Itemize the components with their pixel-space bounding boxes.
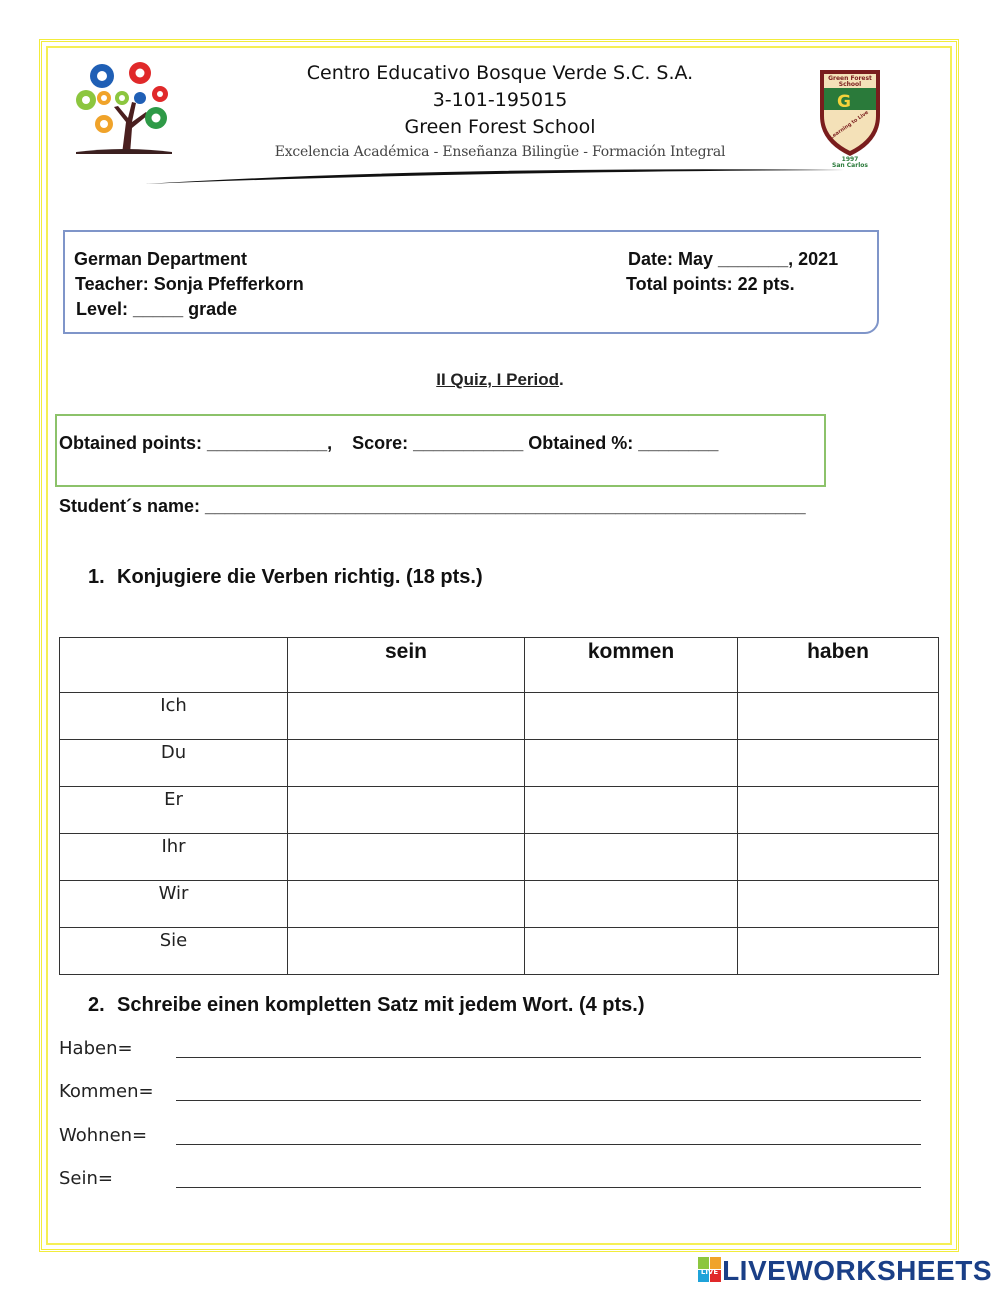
sentence-line-kommen[interactable]	[59, 1081, 921, 1107]
sentence-line-sein[interactable]	[59, 1168, 921, 1194]
answer-cell[interactable]	[525, 928, 738, 975]
liveworksheets-watermark: LIVEWORKSHEETS	[722, 1255, 992, 1286]
sentence-label: Kommen=	[59, 1081, 154, 1102]
answer-cell[interactable]	[525, 693, 738, 740]
q1-text: Konjugiere die Verben richtig. (18 pts.)	[117, 566, 483, 588]
sentence-line-haben[interactable]	[59, 1038, 921, 1064]
answer-cell[interactable]	[738, 787, 939, 834]
quiz-title	[0, 370, 1000, 390]
answer-line[interactable]	[176, 1144, 921, 1145]
answer-cell[interactable]	[525, 787, 738, 834]
pronoun-cell: Ihr	[60, 834, 288, 881]
table-row	[60, 834, 939, 881]
pronoun-cell: Du	[60, 740, 288, 787]
table-row	[60, 787, 939, 834]
answer-cell[interactable]	[738, 693, 939, 740]
answer-cell[interactable]	[738, 740, 939, 787]
table-header-kommen: kommen	[525, 638, 738, 693]
pronoun-cell: Sie	[60, 928, 288, 975]
table-row	[60, 928, 939, 975]
sentence-label: Wohnen=	[59, 1125, 148, 1146]
department-label: German Department	[74, 249, 248, 269]
answer-cell[interactable]	[525, 740, 738, 787]
crest-year: 1997	[841, 156, 859, 163]
answer-cell[interactable]	[288, 693, 525, 740]
answer-cell[interactable]	[525, 834, 738, 881]
level-label: Level: _____ grade	[76, 299, 238, 319]
q2-text: Schreibe einen kompletten Satz mit jedem Wort. (4 pts.)	[117, 994, 645, 1016]
table-row	[60, 693, 939, 740]
school-tree-logo	[74, 62, 174, 156]
pronoun-cell: Wir	[60, 881, 288, 928]
quiz-title-text: II Quiz, I Period	[436, 370, 560, 389]
student-name-field[interactable]: Student´s name: ____________________________________________________________	[59, 496, 806, 516]
quiz-title-period: .	[559, 370, 564, 389]
pronoun-cell: Er	[60, 787, 288, 834]
teacher-label: Teacher: Sonja Pfefferkorn	[75, 274, 304, 294]
table-header-row	[60, 638, 939, 693]
score-line: Obtained points: ____________, Score: ___________ Obtained %: ________	[59, 433, 719, 453]
crest-letter: G	[837, 92, 851, 112]
table-header-blank	[60, 638, 288, 693]
conjugation-table	[59, 637, 939, 975]
pronoun-cell: Ich	[60, 693, 288, 740]
crest-ribbon: Learning to Live	[828, 109, 870, 141]
answer-line[interactable]	[176, 1100, 921, 1101]
q1-number: 1.	[88, 566, 105, 588]
answer-cell[interactable]	[288, 834, 525, 881]
sentence-label: Sein=	[59, 1168, 113, 1189]
logo-mark-text: LIVE	[700, 1268, 719, 1276]
answer-line[interactable]	[176, 1057, 921, 1058]
answer-cell[interactable]	[288, 881, 525, 928]
answer-cell[interactable]	[738, 881, 939, 928]
crest-top-text-2: School	[838, 81, 862, 88]
header-swoosh	[145, 160, 845, 190]
answer-cell[interactable]	[738, 928, 939, 975]
crest-top-text-1: Green Forest	[828, 75, 872, 82]
date-label: Date: May _______, 2021	[628, 249, 839, 269]
liveworksheets-logo-icon	[698, 1257, 722, 1283]
table-row	[60, 881, 939, 928]
school-name: Centro Educativo Bosque Verde S.C. S.A.	[306, 62, 694, 84]
sentence-label: Haben=	[59, 1038, 133, 1059]
school-crest	[814, 64, 886, 168]
q2-number: 2.	[88, 994, 105, 1016]
answer-line[interactable]	[176, 1187, 921, 1188]
table-header-haben: haben	[738, 638, 939, 693]
school-motto: Excelencia Académica - Enseñanza Bilingüe - Formación Integral	[274, 144, 726, 160]
school-english-name: Green Forest School	[404, 116, 596, 138]
answer-cell[interactable]	[288, 740, 525, 787]
crest-city: San Carlos	[832, 162, 868, 168]
total-points-label: Total points: 22 pts.	[626, 274, 795, 294]
answer-cell[interactable]	[525, 881, 738, 928]
answer-cell[interactable]	[738, 834, 939, 881]
answer-cell[interactable]	[288, 928, 525, 975]
sentence-line-wohnen[interactable]	[59, 1125, 921, 1151]
answer-cell[interactable]	[288, 787, 525, 834]
school-legal-id: 3-101-195015	[432, 89, 568, 111]
table-row	[60, 740, 939, 787]
table-header-sein: sein	[288, 638, 525, 693]
